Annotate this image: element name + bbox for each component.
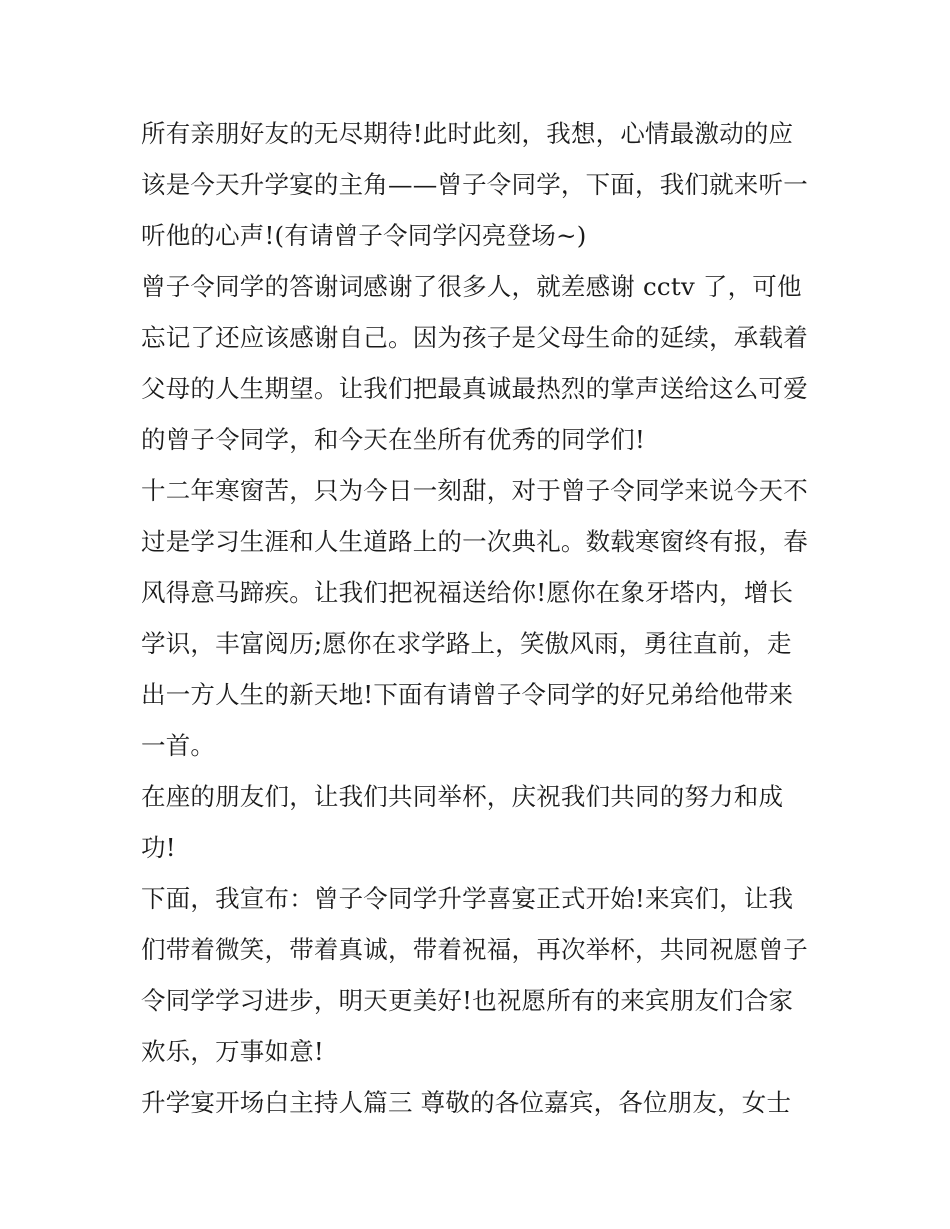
text-line: 该是今天升学宴的主角——曾子令同学，下面，我们就来听一 [141, 170, 808, 199]
text-line: 十二年寒窗苦，只为今日一刻甜，对于曾子令同学来说今天不 [141, 476, 808, 505]
text-line: 一首。 [141, 731, 216, 760]
text-line: 令同学学习进步，明天更美好!也祝愿所有的来宾朋友们合家 [141, 986, 794, 1015]
text-line: 出一方人生的新天地!下面有请曾子令同学的好兄弟给他带来 [141, 680, 794, 709]
text-line: 所有亲朋好友的无尽期待!此时此刻，我想，心情最激动的应 [141, 119, 794, 148]
document-body [141, 108, 821, 1128]
text-line: 学识，丰富阅历;愿你在求学路上，笑傲风雨，勇往直前，走 [141, 629, 792, 658]
text-line: 过是学习生涯和人生道路上的一次典礼。数载寒窗终有报，春 [141, 527, 808, 556]
text-line: 们带着微笑，带着真诚，带着祝福，再次举杯，共同祝愿曾子 [141, 935, 808, 964]
text-line: 忘记了还应该感谢自己。因为孩子是父母生命的延续，承载着 [141, 323, 808, 352]
text-line: 功! [141, 833, 176, 862]
text-line: 风得意马蹄疾。让我们把祝福送给你!愿你在象牙塔内，增长 [141, 578, 794, 607]
text-line: 听他的心声!(有请曾子令同学闪亮登场~) [141, 221, 587, 250]
text-line: 升学宴开场白主持人篇三 尊敬的各位嘉宾，各位朋友，女士 [141, 1088, 792, 1117]
text-line: 曾子令同学的答谢词感谢了很多人，就差感谢 cctv 了，可他 [141, 272, 802, 301]
text-line: 在座的朋友们，让我们共同举杯，庆祝我们共同的努力和成 [141, 782, 784, 811]
text-line: 的曾子令同学，和今天在坐所有优秀的同学们! [141, 425, 646, 454]
text-line: 欢乐，万事如意! [141, 1037, 324, 1066]
text-line: 下面，我宣布：曾子令同学升学喜宴正式开始!来宾们，让我 [141, 884, 794, 913]
text-line: 父母的人生期望。让我们把最真诚最热烈的掌声送给这么可爱 [141, 374, 808, 403]
